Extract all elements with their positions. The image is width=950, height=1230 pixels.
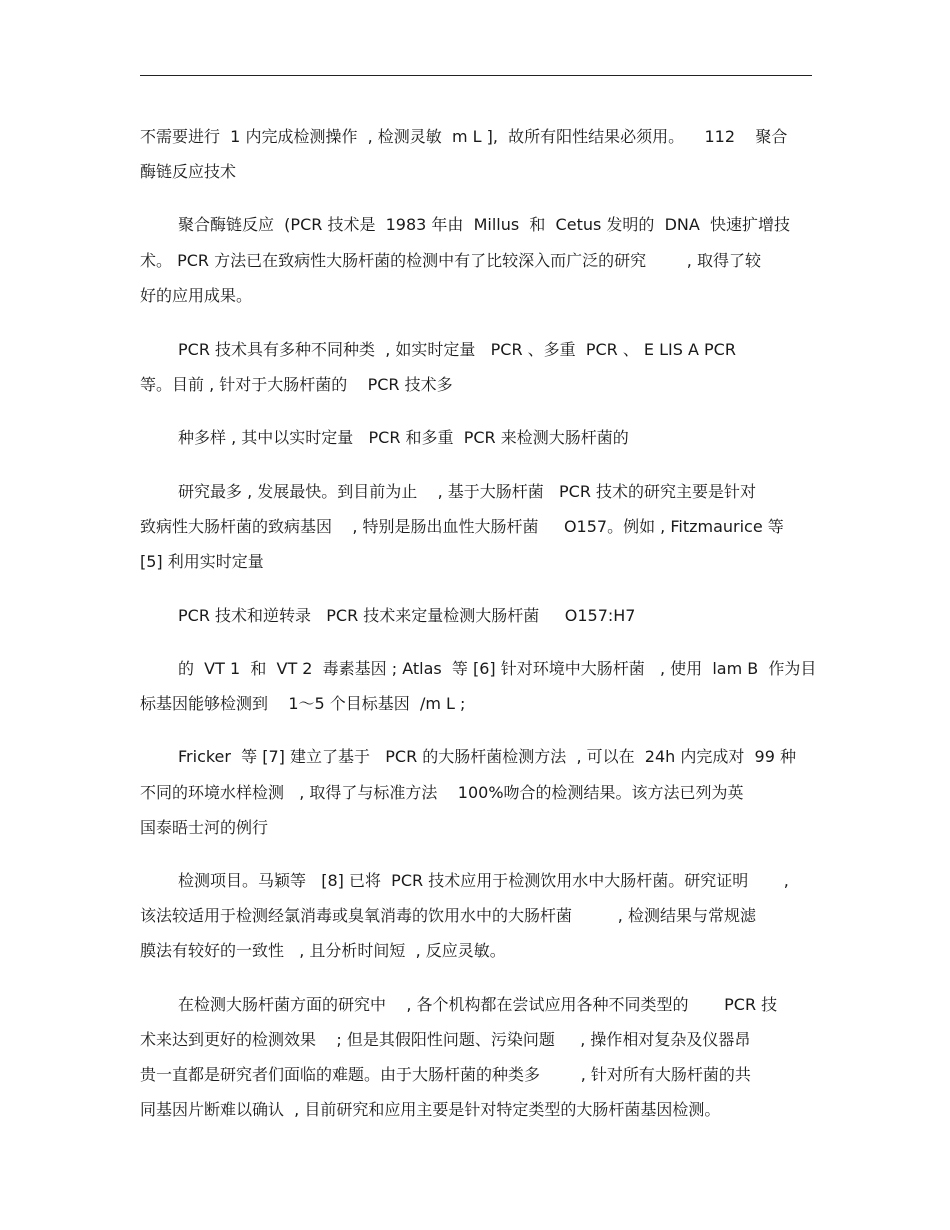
- text-line: 术来达到更好的检测效果 ; 但是其假阳性问题、污染问题 , 操作相对复杂及仪器昂: [140, 1030, 751, 1049]
- text-line: 膜法有较好的一致性 , 且分析时间短 , 反应灵敏。: [140, 941, 506, 960]
- text-line: 种多样 , 其中以实时定量 PCR 和多重 PCR 来检测大肠杆菌的: [178, 428, 629, 447]
- text-line: 致病性大肠杆菌的致病基因 , 特别是肠出血性大肠杆菌 O157。例如 , Fitzmaurice 等: [140, 517, 784, 536]
- text-line: 该法较适用于检测经氯消毒或臭氧消毒的饮用水中的大肠杆菌 , 检测结果与常规滤: [140, 906, 756, 925]
- text-line: 聚合酶链反应 (PCR 技术是 1983 年由 Millus 和 Cetus 发明的 DNA 快速扩增技: [178, 215, 790, 234]
- text-line: 不需要进行 1 内完成检测操作 , 检测灵敏 m L ], 故所有阳性结果必须用。 112 聚合: [140, 127, 788, 146]
- text-line: 好的应用成果。: [140, 286, 253, 305]
- text-line: 检测项目。马颖等 [8] 已将 PCR 技术应用于检测饮用水中大肠杆菌。研究证明 ,: [178, 871, 789, 890]
- text-line: Fricker 等 [7] 建立了基于 PCR 的大肠杆菌检测方法 , 可以在 24h 内完成对 99 种: [178, 747, 796, 766]
- text-line: 国泰晤士河的例行: [140, 818, 269, 837]
- text-line: 贵一直都是研究者们面临的难题。由于大肠杆菌的种类多 , 针对所有大肠杆菌的共: [140, 1065, 751, 1084]
- text-line: 等。目前 , 针对于大肠杆菌的 PCR 技术多: [140, 375, 453, 394]
- text-line: 研究最多 , 发展最快。到目前为止 , 基于大肠杆菌 PCR 技术的研究主要是针对: [178, 482, 757, 501]
- text-line: 标基因能够检测到 1～5 个目标基因 /m L ;: [140, 694, 466, 713]
- text-line: 酶链反应技术: [140, 162, 237, 181]
- text-line: 术。 PCR 方法已在致病性大肠杆菌的检测中有了比较深入而广泛的研究 , 取得了较: [140, 251, 761, 270]
- text-line: PCR 技术具有多种不同种类 , 如实时定量 PCR 、多重 PCR 、 E LIS A PCR: [178, 340, 736, 359]
- text-line: [5] 利用实时定量: [140, 552, 264, 571]
- text-line: PCR 技术和逆转录 PCR 技术来定量检测大肠杆菌 O157:H7: [178, 606, 636, 625]
- text-line: 同基因片断难以确认 , 目前研究和应用主要是针对特定类型的大肠杆菌基因检测。: [140, 1100, 721, 1119]
- text-line: 不同的环境水样检测 , 取得了与标准方法 100%吻合的检测结果。该方法已列为英: [140, 783, 744, 802]
- text-line: 的 VT 1 和 VT 2 毒素基因 ; Atlas 等 [6] 针对环境中大肠杆菌 , 使用 lam B 作为目: [178, 659, 817, 678]
- text-line: 在检测大肠杆菌方面的研究中 , 各个机构都在尝试应用各种不同类型的 PCR 技: [178, 995, 778, 1014]
- header-rule: [140, 75, 812, 76]
